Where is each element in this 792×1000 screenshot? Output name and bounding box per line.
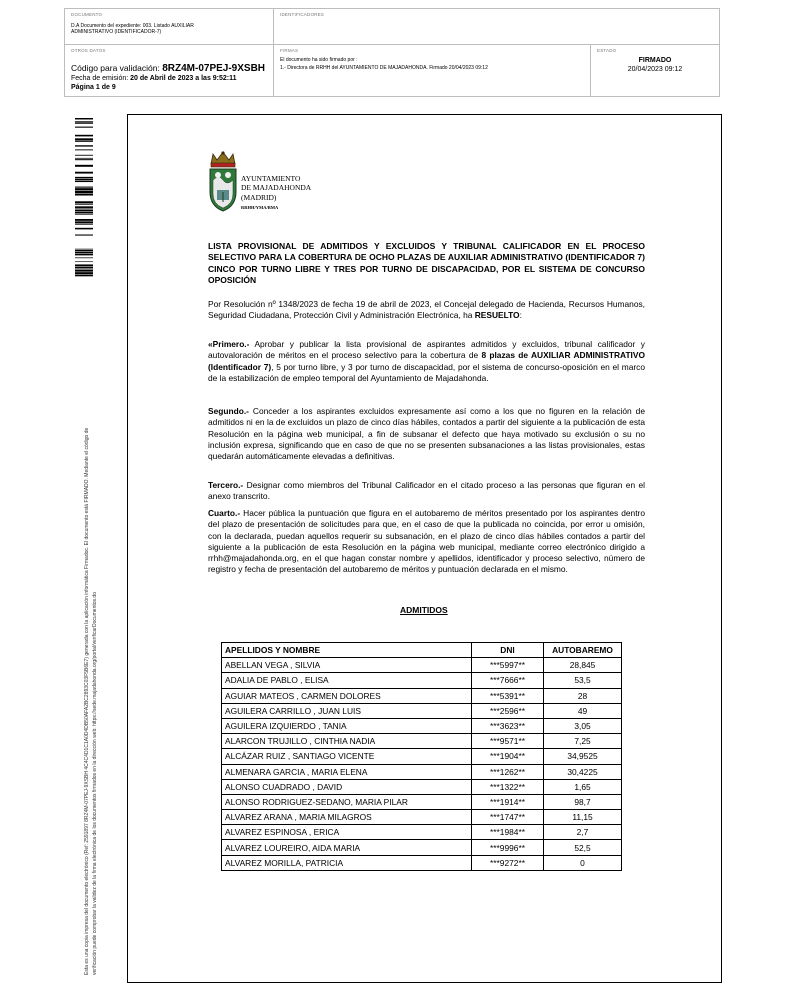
cell-dni: ***5391**	[472, 688, 544, 703]
barcode-bar	[75, 224, 93, 225]
cell-dni: ***1914**	[472, 794, 544, 809]
emission-date-prefix: Fecha de emisión:	[71, 75, 129, 82]
validation-code-line	[71, 63, 265, 74]
barcode-bar	[75, 145, 93, 146]
cell-name: ALONSO RODRIGUEZ-SEDANO, MARIA PILAR	[222, 794, 472, 809]
paragraph-primero	[208, 339, 645, 384]
side-verification-text-2: verificación puede comprobar la validez de la firma electrónica de los documentos firmados en la dirección web: https://sede.majadahonda.org/portal/verificarDocumentos.do	[92, 592, 98, 975]
barcode-bar	[75, 250, 93, 251]
coat-of-arms-logo	[207, 150, 239, 214]
table-row	[222, 825, 622, 840]
barcode-bar	[75, 158, 93, 159]
barcode-bar	[75, 214, 93, 215]
org-name-line3: (MADRID)	[241, 193, 277, 202]
barcode-bar	[75, 149, 93, 150]
barcode	[75, 118, 93, 278]
paragraph-tercero	[208, 480, 645, 503]
cell-dni: ***2596**	[472, 703, 544, 718]
barcode-bar	[75, 261, 93, 262]
cell-dni: ***1747**	[472, 810, 544, 825]
barcode-bar	[75, 272, 93, 274]
emission-date-line	[71, 75, 237, 82]
barcode-bar	[75, 159, 93, 160]
cell-autobaremo: 1,65	[544, 779, 622, 794]
cell-name: ALONSO CUADRADO , DAVID	[222, 779, 472, 794]
side-verification-text-1: Esta es una copia impresa del documento electrónico (Ref: 2591897 8RZ4M-07PEJ-9XSBH 4C4C4D1C1A0D4DB50AFA2BC2893C03F5B6E7) generada con la aplicación informática Firmadoc. El documento está FIRMADO. Mediante el código de	[84, 427, 90, 975]
cell-name: ALARCON TRUJILLO , CINTHIA NADIA	[222, 734, 472, 749]
firmas-line2: 1.- Directora de RRHH del AYUNTAMIENTO DE MAJADAHONDA. Firmado 20/04/2023 09:12	[280, 65, 488, 71]
firmas-line1: El documento ha sido firmado por :	[280, 57, 358, 63]
p0-resuelto: RESUELTO	[474, 310, 520, 321]
cell-autobaremo: 11,15	[544, 810, 622, 825]
identificadores-box	[273, 8, 720, 45]
documento-label: DOCUMENTO	[71, 12, 103, 17]
documento-value: D.A Documento del expediente: 003. Listado AUXILIAR ADMINISTRATIVO (IDENTIFICADOR-7)	[71, 23, 194, 35]
admitidos-heading: ADMITIDOS	[400, 605, 448, 615]
table-header-row	[222, 643, 622, 658]
table-row	[222, 855, 622, 870]
cell-name: ALVAREZ LOUREIRO, AIDA MARIA	[222, 840, 472, 855]
otros-datos-label: OTROS DATOS	[71, 48, 106, 53]
barcode-bar	[75, 155, 93, 156]
cell-name: AGUILERA IZQUIERDO , TANIA	[222, 718, 472, 733]
table-row	[222, 703, 622, 718]
p3-text: Designar como miembros del Tribunal Calificador en el citado proceso a las personas que figuran en el anexo transcrito.	[208, 480, 645, 502]
cell-name: ALVAREZ ARANA , MARIA MILAGROS	[222, 810, 472, 825]
paragraph-resolution	[208, 299, 645, 322]
estado-value: FIRMADO	[638, 57, 672, 64]
cell-name: ALVAREZ MORILLA, PATRICIA	[222, 855, 472, 870]
barcode-bar	[75, 275, 93, 276]
barcode-bar	[75, 249, 93, 250]
barcode-bar	[75, 123, 93, 124]
cell-name: ALMENARA GARCIA , MARIA ELENA	[222, 764, 472, 779]
cell-dni: ***7666**	[472, 673, 544, 688]
paragraph-cuarto	[208, 508, 645, 576]
table-row	[222, 688, 622, 703]
barcode-bar	[75, 253, 93, 255]
barcode-bar	[75, 221, 93, 223]
barcode-bar	[75, 141, 93, 142]
barcode-bar	[75, 188, 93, 190]
cell-dni: ***5997**	[472, 658, 544, 673]
barcode-bar	[75, 264, 93, 266]
p1-end: , 5 por turno libre, y 3 por turno de discapacidad, por el sistema de concurso-oposición en el marco de la estabilización de empleo temporal del Ayuntamiento de Majadahonda.	[208, 361, 645, 383]
p0-end: :	[519, 310, 522, 321]
table-row	[222, 779, 622, 794]
cell-autobaremo: 98,7	[544, 794, 622, 809]
cell-autobaremo: 28,845	[544, 658, 622, 673]
p4-lead: Cuarto.-	[208, 508, 241, 518]
cell-name: AGUIAR MATEOS , CARMEN DOLORES	[222, 688, 472, 703]
cell-name: ABELLAN VEGA , SILVIA	[222, 658, 472, 673]
estado-fecha: 20/04/2023 09:12	[627, 66, 683, 73]
page-count: Página 1 de 9	[71, 84, 116, 91]
barcode-bar	[75, 208, 93, 209]
barcode-bar	[75, 212, 93, 214]
org-name-line1: AYUNTAMIENTO	[241, 174, 301, 183]
barcode-bar	[75, 135, 93, 137]
p1-bold: 8 plazas de AUXILIAR ADMINISTRATIVO (Identificador 7)	[208, 350, 645, 372]
cell-name: ALVAREZ ESPINOSA , ERICA	[222, 825, 472, 840]
barcode-bar	[75, 269, 93, 270]
table-body	[222, 658, 622, 871]
cell-autobaremo: 0	[544, 855, 622, 870]
p3-lead: Tercero.-	[208, 480, 244, 490]
p2-lead: Segundo.-	[208, 406, 249, 416]
otros-datos-box	[64, 44, 274, 97]
cell-autobaremo: 30,4225	[544, 764, 622, 779]
cell-dni: ***9571**	[472, 734, 544, 749]
barcode-bar	[75, 252, 93, 253]
cell-dni: ***1984**	[472, 825, 544, 840]
barcode-bar	[75, 181, 93, 182]
p2-text: Conceder a los aspirantes excluidos expresamente así como a los que no figuren en la relación de admitidos ni en la de excluidos un plazo de cinco días hábiles, contados a partir del siguiente a la publicación de esta Resolución en la página web municipal, a fin de subsanar el defecto que haya motivado su exclusión o su no inclusión expresa, significando que en caso de que no se presenten subsanaciones a las listas provisionales, estas quedarán automáticamente elevadas a definitivas.	[208, 406, 645, 462]
org-reference: RRHH/YMA/BMA	[241, 205, 279, 210]
cell-dni: ***1322**	[472, 779, 544, 794]
firmas-label: FIRMAS	[280, 48, 299, 53]
col-header-autobaremo: AUTOBAREMO	[544, 643, 622, 658]
emission-date: 20 de Abril de 2023 a las 9:52:11	[130, 75, 237, 82]
document-title: LISTA PROVISIONAL DE ADMITIDOS Y EXCLUIDOS Y TRIBUNAL CALIFICADOR EN EL PROCESO SELECTIVO PARA LA COBERTURA DE OCHO PLAZAS DE AUXILIAR ADMINISTRATIVO (IDENTIFICADOR 7) CINCO POR TURNO LIBRE Y TRES POR TURNO DE DISCAPACIDAD, POR EL SISTEMA DE CONCURSO OPOSICIÓN	[208, 241, 645, 285]
col-header-dni: DNI	[472, 643, 544, 658]
cell-autobaremo: 3,05	[544, 718, 622, 733]
cell-autobaremo: 2,7	[544, 825, 622, 840]
table-row	[222, 840, 622, 855]
table-row	[222, 764, 622, 779]
table-row	[222, 673, 622, 688]
cell-dni: ***1904**	[472, 749, 544, 764]
org-name-line2: DE MAJADAHONDA	[241, 183, 312, 192]
estado-label: ESTADO	[597, 48, 617, 53]
barcode-bar	[75, 219, 93, 221]
cell-autobaremo: 52,5	[544, 840, 622, 855]
p0-text: Por Resolución nº 1348/2023 de fecha 19 de abril de 2023, el Concejal delegado de Hacienda, Recursos Humanos, Seguridad Ciudadana, Protección Civil y Administración Electrónica, ha	[208, 299, 645, 321]
table-row	[222, 658, 622, 673]
documento-box	[64, 8, 274, 45]
barcode-bar	[75, 257, 93, 258]
barcode-bar	[75, 228, 93, 230]
validation-code: 8RZ4M-07PEJ-9XSBH	[162, 63, 266, 74]
barcode-bar	[75, 210, 93, 211]
cell-name: ALCÁZAR RUIZ , SANTIAGO VICENTE	[222, 749, 472, 764]
table-row	[222, 810, 622, 825]
barcode-bar	[75, 234, 93, 235]
cell-name: AGUILERA CARRILLO , JUAN LUIS	[222, 703, 472, 718]
cell-dni: ***9272**	[472, 855, 544, 870]
cell-autobaremo: 53,5	[544, 673, 622, 688]
firmas-box	[273, 44, 591, 97]
barcode-bar	[75, 191, 93, 193]
cell-dni: ***9996**	[472, 840, 544, 855]
col-header-name: APELLIDOS Y NOMBRE	[222, 643, 472, 658]
table-row	[222, 749, 622, 764]
barcode-bar	[75, 187, 93, 188]
barcode-bar	[75, 165, 93, 167]
barcode-bar	[75, 177, 93, 178]
barcode-bar	[75, 194, 93, 196]
barcode-bar	[75, 206, 93, 208]
barcode-bar	[75, 204, 93, 205]
cell-autobaremo: 34,9525	[544, 749, 622, 764]
cell-autobaremo: 7,25	[544, 734, 622, 749]
p4-text: Hacer pública la puntuación que figura en el autobaremo de méritos presentado por los aspirantes dentro del plazo de presentación de solicitudes para que, en el caso de que la publicada no coincida, por error u omisión, con la declarada, puedan aquellos requerir su subsanación, en el plazo de cinco días hábiles contados a partir del siguiente a la publicación de esta Resolución en la página web municipal, mediante correo electrónico dirigido a rrhh@majadahonda.org, en el que hagan constar nombre y apellidos, identificador y proceso selectivo, número de registro y fecha de presentación del autobaremo de méritos y puntuación declarada en el mismo.	[208, 508, 645, 575]
table-row	[222, 794, 622, 809]
barcode-bar	[75, 201, 93, 203]
barcode-bar	[75, 172, 93, 174]
barcode-bar	[75, 179, 93, 180]
table-row	[222, 734, 622, 749]
cell-autobaremo: 28	[544, 688, 622, 703]
barcode-bar	[75, 121, 93, 122]
estado-box	[590, 44, 720, 97]
cell-dni: ***1262**	[472, 764, 544, 779]
p1-text: Aprobar y publicar la lista provisional de aspirantes admitidos y excluidos, tribunal calificador y autovaloración de méritos en el proceso selectivo para la cobertura de	[208, 339, 645, 361]
admitidos-table	[221, 642, 622, 871]
barcode-bar	[75, 138, 93, 140]
barcode-bar	[75, 127, 93, 128]
cell-dni: ***3623**	[472, 718, 544, 733]
p1-lead: «Primero.-	[208, 339, 250, 349]
cell-autobaremo: 49	[544, 703, 622, 718]
identificadores-label: IDENTIFICADORES	[280, 12, 325, 17]
paragraph-segundo	[208, 406, 645, 462]
barcode-bar	[75, 118, 93, 119]
table-row	[222, 718, 622, 733]
barcode-bar	[75, 270, 93, 272]
cell-name: ADALIA DE PABLO , ELISA	[222, 673, 472, 688]
barcode-bar	[75, 267, 93, 269]
validation-code-prefix: Código para validación:	[71, 63, 160, 73]
